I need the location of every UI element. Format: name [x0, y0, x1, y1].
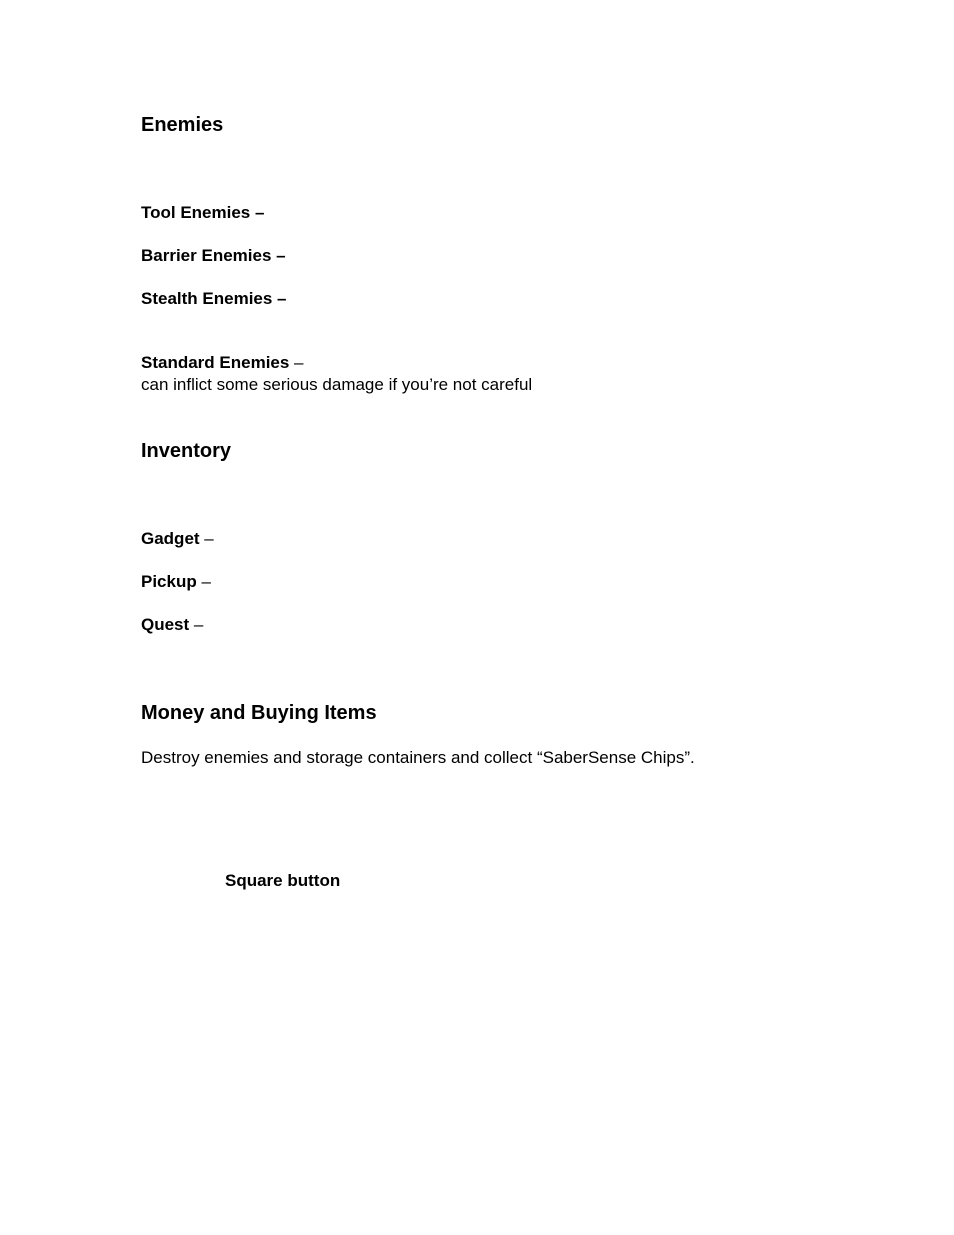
pickup-entry: [141, 571, 211, 592]
gadget-entry: [141, 528, 214, 549]
gadget-term: Gadget: [141, 529, 200, 548]
quest-entry: [141, 614, 203, 635]
stealth-enemies-term: Stealth Enemies –: [141, 289, 287, 308]
pickup-dash: –: [196, 572, 211, 591]
inventory-heading: Inventory: [141, 440, 232, 462]
gadget-dash: –: [199, 529, 214, 548]
tool-enemies-entry: [141, 202, 264, 223]
enemies-heading: Enemies: [141, 114, 224, 136]
square-button-label: Square button: [225, 871, 341, 890]
money-heading: Money and Buying Items: [141, 702, 377, 724]
standard-enemies-term: Standard Enemies: [141, 353, 290, 372]
stealth-enemies-entry: [141, 288, 287, 309]
tool-enemies-term: Tool Enemies –: [141, 203, 265, 222]
standard-enemies-entry: [141, 352, 304, 373]
standard-enemies-dash: –: [289, 353, 304, 372]
standard-enemies-description: can inflict some serious damage if you’re not careful: [141, 375, 533, 394]
barrier-enemies-entry: [141, 245, 286, 266]
money-description: Destroy enemies and storage containers and collect “SaberSense Chips”.: [141, 748, 695, 767]
quest-term: Quest: [141, 615, 190, 634]
pickup-term: Pickup: [141, 572, 197, 591]
barrier-enemies-term: Barrier Enemies –: [141, 246, 286, 265]
quest-dash: –: [189, 615, 204, 634]
